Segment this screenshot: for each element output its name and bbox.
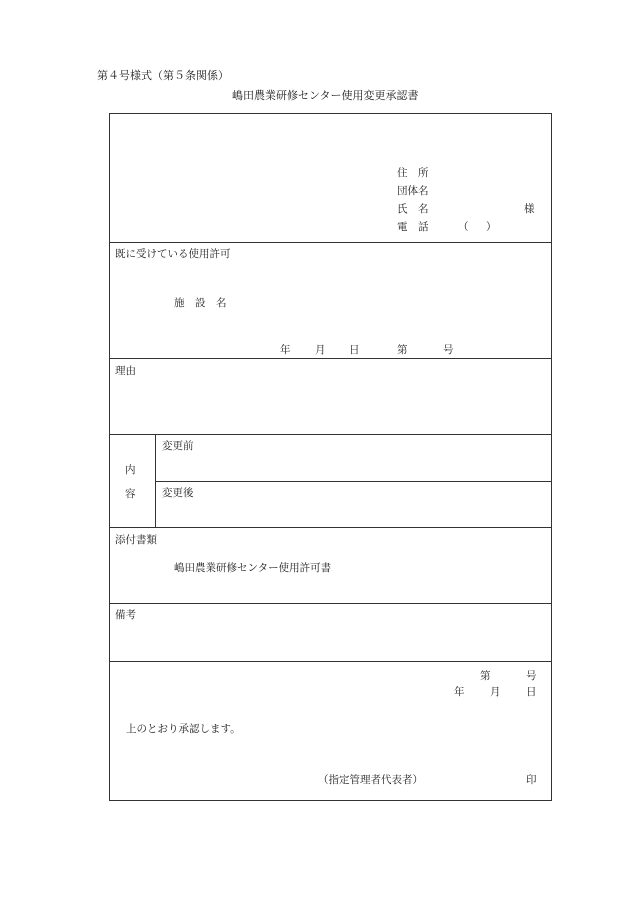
group-name-label: 団体名 bbox=[397, 185, 429, 197]
remarks-label: 備考 bbox=[115, 609, 136, 621]
phone-paren-open: （ bbox=[458, 221, 469, 233]
attachments-label: 添付書類 bbox=[115, 534, 157, 546]
seal-mark: 印 bbox=[526, 774, 537, 786]
divider-attachments bbox=[109, 603, 552, 604]
after-change-label: 変更後 bbox=[162, 487, 194, 499]
facility-name-label: 施 設 名 bbox=[174, 297, 227, 309]
permit-month: 月 bbox=[315, 344, 326, 356]
permit-number-suffix: 号 bbox=[443, 344, 454, 356]
signer-label: （指定管理者代表者） bbox=[318, 774, 423, 786]
approval-number-suffix: 号 bbox=[526, 670, 537, 682]
approval-year: 年 bbox=[454, 686, 465, 698]
permit-year: 年 bbox=[280, 344, 291, 356]
approval-number-prefix: 第 bbox=[480, 670, 491, 682]
divider-reason bbox=[109, 434, 552, 435]
document-title: 嶋田農業研修センター使用変更承認書 bbox=[232, 89, 419, 102]
address-label: 住 所 bbox=[397, 167, 429, 179]
content-label-1: 内 bbox=[125, 464, 136, 476]
name-label: 氏 名 bbox=[397, 203, 429, 215]
approval-day: 日 bbox=[526, 686, 537, 698]
divider-remarks bbox=[109, 661, 552, 662]
phone-label: 電 話 bbox=[397, 221, 429, 233]
attachment-item: 嶋田農業研修センター使用許可書 bbox=[174, 562, 332, 574]
divider-applicant bbox=[109, 242, 552, 243]
approval-month: 月 bbox=[490, 686, 501, 698]
permit-day: 日 bbox=[349, 344, 360, 356]
divider-content-inner bbox=[155, 481, 552, 482]
honorific: 様 bbox=[524, 203, 535, 215]
reason-label: 理由 bbox=[115, 365, 136, 377]
content-label-2: 容 bbox=[125, 488, 136, 500]
existing-permit-label: 既に受けている使用許可 bbox=[115, 248, 231, 260]
divider-content bbox=[109, 527, 552, 528]
approval-statement: 上のとおり承認します。 bbox=[126, 723, 241, 735]
phone-paren-close: ） bbox=[486, 221, 497, 233]
form-table bbox=[109, 113, 552, 801]
permit-number-prefix: 第 bbox=[397, 344, 408, 356]
divider-content-column bbox=[155, 434, 156, 528]
form-number: 第４号様式（第５条関係） bbox=[97, 69, 229, 82]
before-change-label: 変更前 bbox=[162, 440, 194, 452]
divider-existing-permit bbox=[109, 358, 552, 359]
